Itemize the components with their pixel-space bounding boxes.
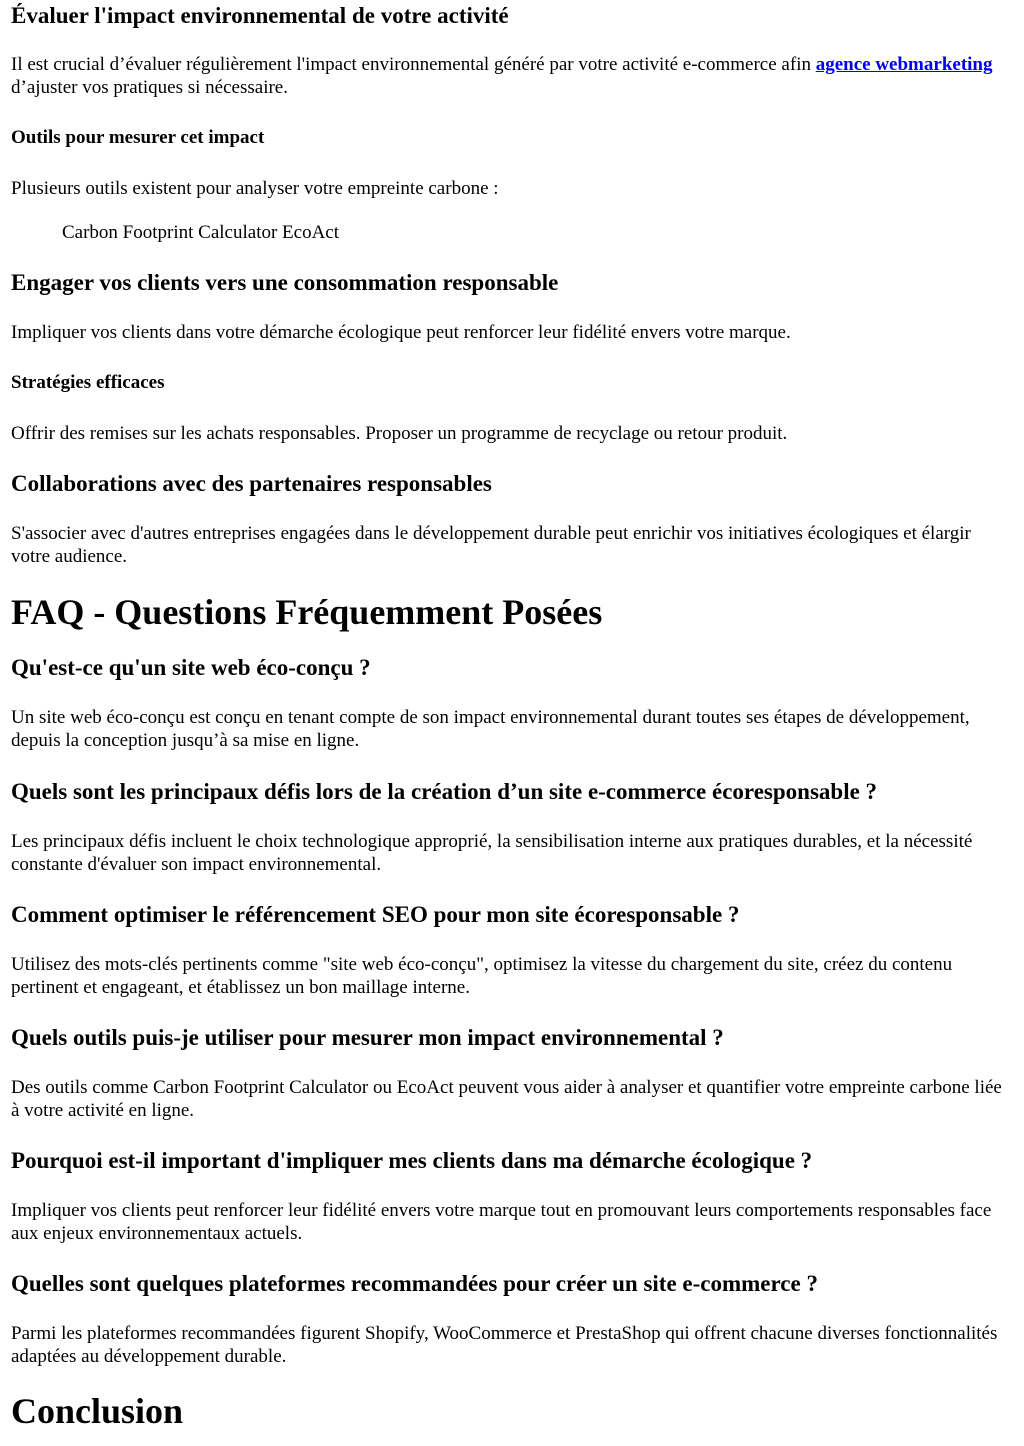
subheading-outils: Outils pour mesurer cet impact (11, 127, 265, 148)
faq-question: Qu'est-ce qu'un site web éco-conçu ? (11, 655, 371, 680)
faq-question: Quelles sont quelques plateformes recommandées pour créer un site e-commerce ? (11, 1271, 818, 1296)
faq-question: Comment optimiser le référencement SEO pour mon site écoresponsable ? (11, 902, 740, 927)
section-heading-engager: Engager vos clients vers une consommation responsable (11, 270, 559, 295)
section-heading-collaborations: Collaborations avec des partenaires responsables (11, 471, 492, 496)
faq-heading: FAQ - Questions Fréquemment Posées (11, 592, 603, 632)
faq-question: Quels sont les principaux défis lors de la création d’un site e-commerce écoresponsable ? (11, 779, 878, 804)
paragraph-collaborations: S'associer avec d'autres entreprises engagées dans le développement durable peut enrichir vos initiatives écologiques et élargir votre audience. (11, 523, 971, 567)
faq-question: Quels outils puis-je utiliser pour mesurer mon impact environnemental ? (11, 1025, 724, 1050)
paragraph-strategies: Offrir des remises sur les achats responsables. Proposer un programme de recyclage ou retour produit. (11, 423, 788, 444)
paragraph-outils-intro: Plusieurs outils existent pour analyser votre empreinte carbone : (11, 178, 499, 199)
paragraph-evaluer (11, 53, 1011, 99)
faq-answer: Utilisez des mots-clés pertinents comme "site web éco-conçu", optimisez la vitesse du chargement du site, créez du contenu pertinent et engageant, et établissez un bon maillage interne. (11, 954, 953, 998)
conclusion-heading: Conclusion (11, 1391, 184, 1431)
section-heading-evaluer: Évaluer l'impact environnemental de votre activité (11, 3, 509, 28)
faq-answer: Les principaux défis incluent le choix technologique approprié, la sensibilisation interne aux pratiques durables, et la nécessité constante d'évaluer son impact environnemental. (11, 831, 973, 875)
tools-list-item: Carbon Footprint Calculator EcoAct (62, 222, 340, 243)
faq-answer: Des outils comme Carbon Footprint Calculator ou EcoAct peuvent vous aider à analyser et quantifier votre empreinte carbone liée à votre activité en ligne. (11, 1077, 1002, 1121)
subheading-strategies: Stratégies efficaces (11, 372, 165, 393)
faq-answer: Parmi les plateformes recommandées figurent Shopify, WooCommerce et PrestaShop qui offrent chacune diverses fonctionnalités adaptées au développement durable. (11, 1323, 998, 1367)
faq-answer: Impliquer vos clients peut renforcer leur fidélité envers votre marque tout en promouvant leurs comportements responsables face aux enjeux environnementaux actuels. (11, 1200, 992, 1244)
paragraph-engager: Impliquer vos clients dans votre démarche écologique peut renforcer leur fidélité envers votre marque. (11, 322, 791, 343)
agence-webmarketing-link[interactable]: agence webmarketing (815, 54, 993, 75)
paragraph-evaluer-text-end: d’ajuster vos pratiques si nécessaire. (11, 77, 288, 98)
faq-question: Pourquoi est-il important d'impliquer mes clients dans ma démarche écologique ? (11, 1148, 813, 1173)
faq-answer: Un site web éco-conçu est conçu en tenant compte de son impact environnemental durant toutes ses étapes de développement, depuis la conception jusqu’à sa mise en ligne. (11, 707, 970, 751)
paragraph-evaluer-text-start: Il est crucial d’évaluer régulièrement l'impact environnemental généré par votre activité e-commerce afin (11, 54, 816, 75)
